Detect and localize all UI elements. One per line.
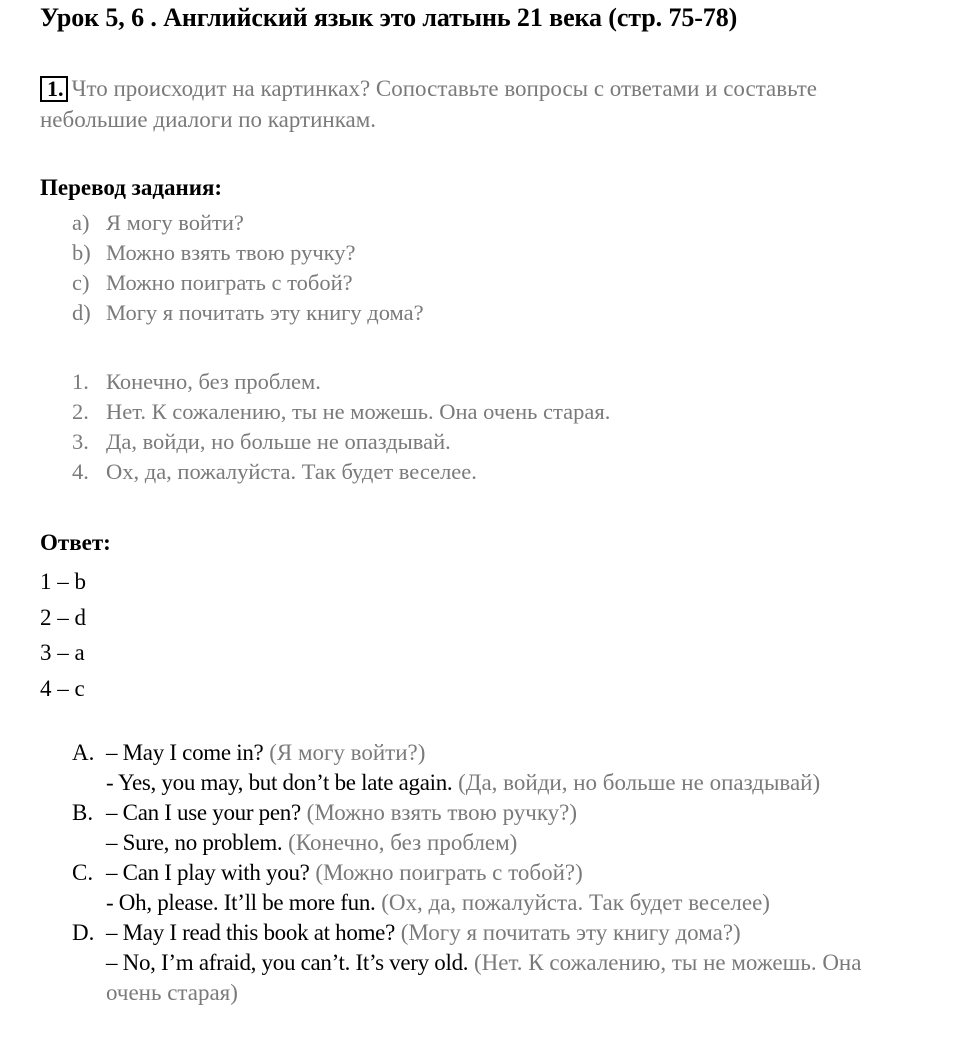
page-title: Урок 5, 6 . Английский язык это латынь 21 века (стр. 75-78)	[40, 3, 738, 32]
dialog-letter: C.	[72, 860, 94, 885]
dialog-answer-ru: (Нет. К сожалению, ты не можешь. Она очень старая)	[106, 950, 862, 1005]
dialog-item	[72, 918, 866, 1008]
list-item	[72, 457, 610, 487]
dialog-item	[72, 738, 866, 798]
answers-list	[40, 564, 86, 706]
list-marker: 3.	[72, 429, 89, 454]
list-item	[72, 238, 424, 268]
list-text: Да, войди, но больше не опаздывай.	[106, 429, 451, 454]
list-marker: b)	[72, 240, 91, 265]
list-marker: a)	[72, 210, 90, 235]
list-item	[72, 268, 424, 298]
answer-item: 4 – c	[40, 675, 85, 701]
list-marker: c)	[72, 270, 90, 295]
list-text: Ох, да, пожалуйста. Так будет веселее.	[106, 459, 477, 484]
list-text: Могу я почитать эту книгу дома?	[106, 300, 424, 325]
answer-heading: Ответ:	[40, 530, 111, 555]
list-item	[72, 298, 424, 328]
dialog-answer-en: - Oh, please. It’ll be more fun.	[106, 890, 376, 915]
questions-list	[72, 208, 424, 328]
dialog-letter: A.	[72, 740, 95, 765]
list-text: Можно взять твою ручку?	[106, 240, 356, 265]
list-marker: 2.	[72, 399, 89, 424]
responses-list	[72, 367, 610, 487]
dialog-question-en: – May I come in?	[106, 740, 264, 765]
dialog-question-ru: (Можно взять твою ручку?)	[306, 800, 578, 825]
list-item	[72, 208, 424, 238]
task-number: 1.	[40, 76, 68, 102]
list-marker: d)	[72, 300, 91, 325]
list-text: Можно поиграть с тобой?	[106, 270, 353, 295]
list-item	[72, 367, 610, 397]
answer-item: 1 – b	[40, 569, 86, 594]
list-marker: 1.	[72, 369, 89, 394]
dialog-item	[72, 798, 866, 858]
translation-heading: Перевод задания:	[40, 175, 223, 200]
dialog-question-ru: (Я могу войти?)	[269, 740, 426, 765]
answer-item: 3 – a	[40, 640, 85, 665]
list-item	[72, 427, 610, 457]
task-text: Что происходит на картинках? Сопоставьте вопросы с ответами и составьте небольшие диалоги по картинкам.	[40, 76, 817, 132]
dialog-answer-ru: (Конечно, без проблем)	[288, 830, 518, 855]
dialog-question-ru: (Можно поиграть с тобой?)	[315, 860, 583, 885]
dialog-item	[72, 858, 866, 918]
dialog-answer-en: – No, I’m afraid, you can’t. It’s very old.	[106, 950, 469, 975]
dialog-question-en: – Can I play with you?	[106, 860, 310, 885]
dialog-letter: D.	[72, 920, 95, 945]
dialog-answer-en: - Yes, you may, but don’t be late again.	[106, 770, 453, 795]
dialog-question-en: – May I read this book at home?	[106, 920, 395, 945]
dialog-answer-ru: (Ох, да, пожалуйста. Так будет веселее)	[381, 890, 770, 915]
dialog-letter: B.	[72, 800, 94, 825]
dialogs-list	[72, 738, 866, 1008]
dialog-answer-ru: (Да, войди, но больше не опаздывай)	[458, 770, 821, 795]
task-instruction	[40, 73, 920, 135]
dialog-question-en: – Can I use your pen?	[106, 800, 301, 825]
list-text: Нет. К сожалению, ты не можешь. Она очень старая.	[106, 399, 611, 424]
list-item	[72, 397, 610, 427]
dialog-answer-en: – Sure, no problem.	[106, 830, 283, 855]
dialog-question-ru: (Могу я почитать эту книгу дома?)	[400, 920, 741, 945]
list-text: Я могу войти?	[106, 210, 244, 235]
list-marker: 4.	[72, 459, 89, 484]
list-text: Конечно, без проблем.	[106, 369, 321, 394]
answer-item: 2 – d	[40, 604, 86, 630]
